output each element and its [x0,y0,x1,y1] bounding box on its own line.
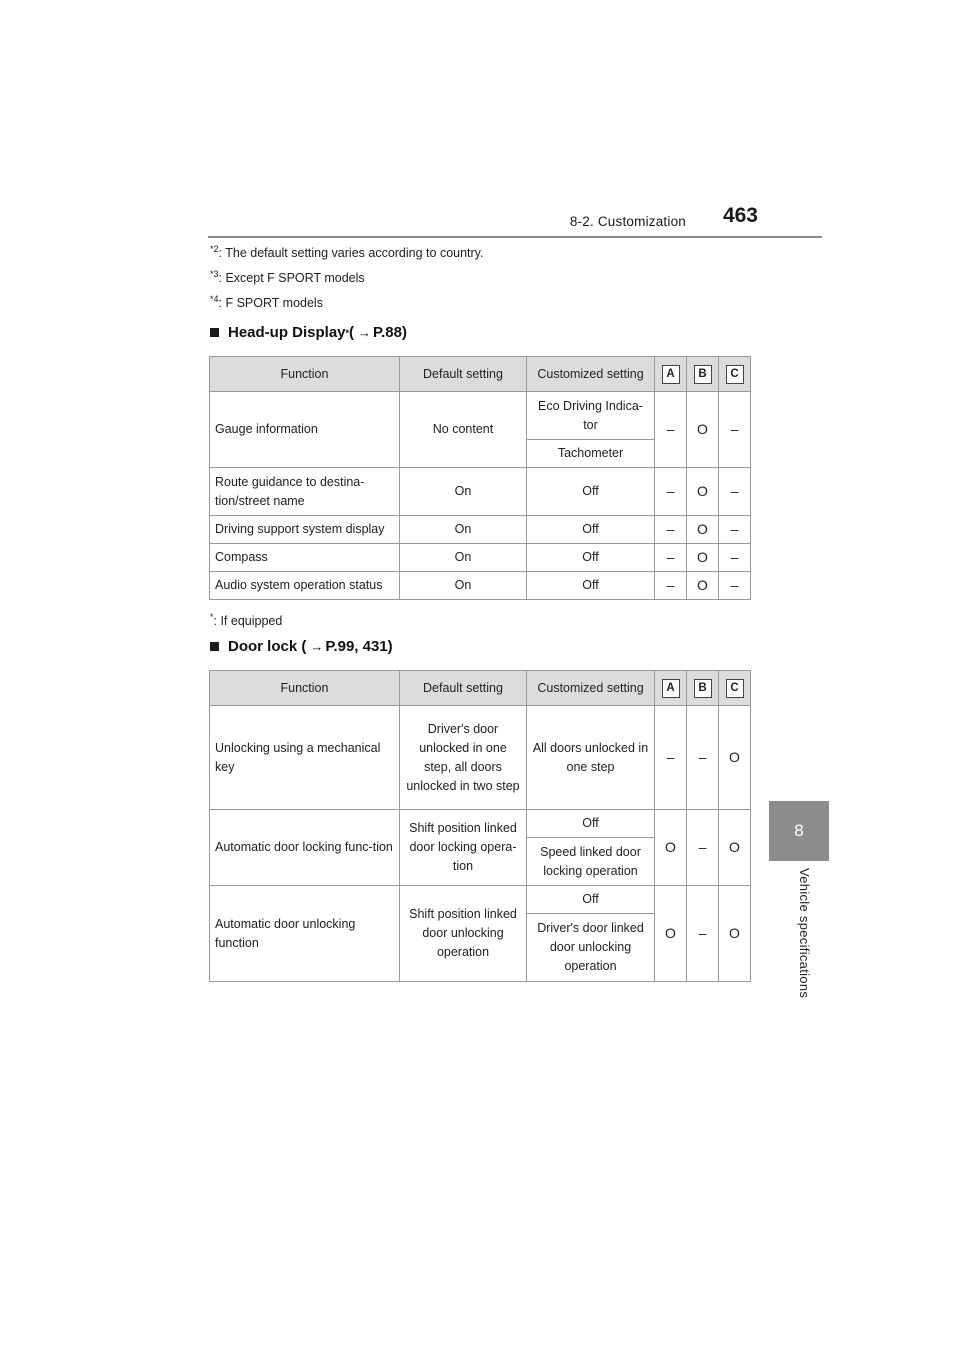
table-row: Automatic door unlocking function Shift position linked door unlocking operation Off O – O [210,886,751,914]
table-header-row: Function Default setting Customized setting A B C [210,671,751,706]
chapter-label: Vehicle specifications [797,868,812,999]
footnote-if-equipped: *: If equipped [210,612,283,628]
door-lock-table [209,670,751,982]
square-bullet-icon [210,328,219,337]
arrow-right-icon: → [310,639,324,654]
table-row: Compass On Off – O – [210,544,751,572]
table-row: Unlocking using a mechanical key Driver's door unlocked in one step, all doors unlocked in two step All doors unlocked in one step – – O [210,706,751,810]
column-b-box: B [694,679,712,698]
table-row: Driving support system display On Off – O – [210,516,751,544]
section-title-head-up-display: Head-up Display * ( → P.88 ) [210,324,407,341]
footnote-2: $^{*2}$: The default setting varies according to country. [210,244,484,260]
column-c-box: C [726,679,744,698]
table-row: Gauge information No content Eco Driving Indica-tor – O – [210,392,751,440]
table-row: Tachometer [210,440,751,468]
column-c-box: C [726,365,744,384]
head-up-display-table [209,356,751,600]
table-row: Speed linked door locking operation [210,838,751,886]
table-row: Driver's door linked door unlocking operation [210,914,751,982]
table-header-row: Function Default setting Customized setting A B C [210,357,751,392]
table-row: Route guidance to destina-tion/street name On Off – O – [210,468,751,516]
column-a-box: A [662,365,680,384]
arrow-right-icon: → [358,325,372,340]
page-header [208,202,822,238]
column-a-box: A [662,679,680,698]
section-title-door-lock: Door lock ( → P.99, 431 ) [210,638,393,655]
column-b-box: B [694,365,712,384]
section-reference: 8-2. Customization [569,214,686,229]
square-bullet-icon [210,642,219,651]
chapter-tab[interactable]: 8 [769,801,829,861]
table-row: Audio system operation status On Off – O – [210,572,751,600]
footnote-4: $^{*4}$: F SPORT models [210,294,323,310]
page-number: 463 [722,204,758,227]
footnote-3: $^{*3}$: Except F SPORT models [210,269,365,285]
page-link[interactable]: P.99, 431 [325,638,388,655]
table-row: Automatic door locking func-tion Shift position linked door locking opera-tion Off O – O [210,810,751,838]
page-link[interactable]: P.88 [373,324,402,341]
